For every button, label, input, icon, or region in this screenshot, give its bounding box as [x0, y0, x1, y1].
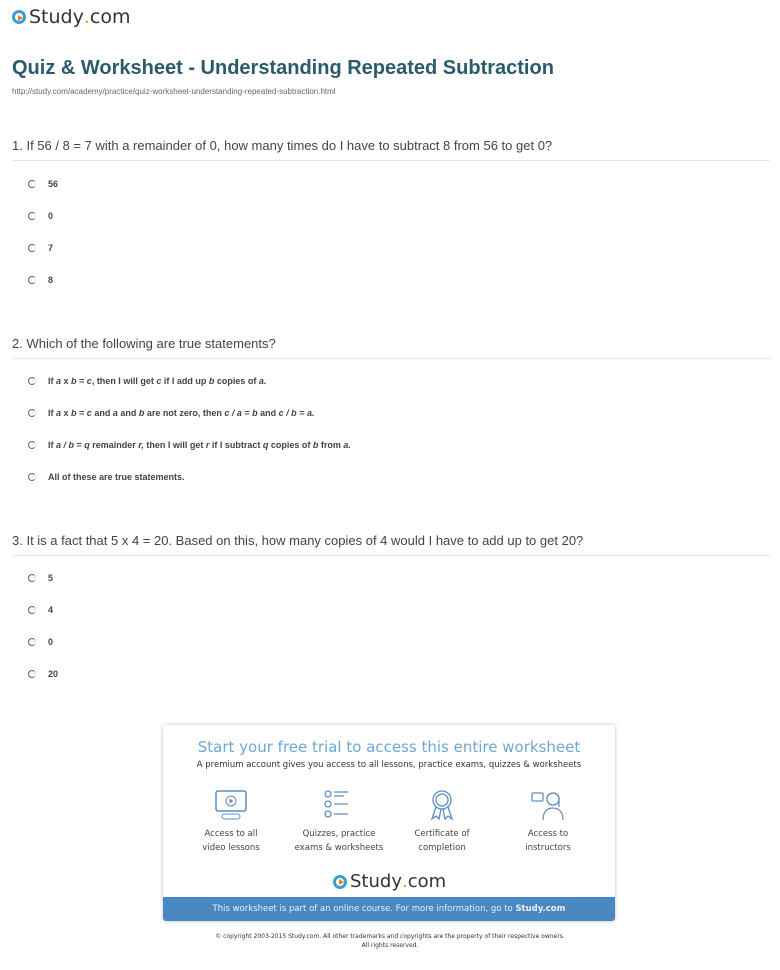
video-lesson-icon — [214, 789, 248, 821]
option-text: 20 — [48, 669, 59, 679]
option-label — [48, 637, 53, 647]
option-text: = — [296, 408, 307, 418]
option-text: q — [84, 440, 90, 450]
logo-dot: . — [401, 871, 408, 892]
option-text: then I will get — [143, 440, 206, 450]
copyright — [0, 932, 780, 950]
answer-option[interactable] — [28, 211, 53, 221]
premium-promo — [163, 725, 615, 921]
option-text: a. — [258, 376, 267, 386]
play-logo-icon — [333, 875, 347, 889]
option-label — [48, 243, 53, 253]
option-text: If — [48, 440, 56, 450]
option-text: 5 — [48, 573, 54, 583]
option-text: c — [156, 376, 162, 386]
option-label — [48, 275, 53, 285]
option-text: copies of — [268, 440, 313, 450]
option-text: b — [71, 376, 77, 386]
question-3 — [12, 533, 770, 556]
feature-label: Access to instructors — [525, 829, 571, 853]
radio-button[interactable] — [28, 377, 36, 385]
feature-video — [176, 789, 286, 855]
option-text: a. — [343, 440, 351, 450]
answer-option[interactable] — [28, 573, 53, 583]
promo-study-logo[interactable] — [333, 871, 446, 892]
feature-label: Certificate of completion — [414, 829, 470, 853]
option-text: r — [205, 440, 210, 450]
answer-option[interactable] — [28, 472, 185, 482]
radio-button[interactable] — [28, 441, 36, 449]
option-text: = — [76, 408, 87, 418]
logo-tld: com — [407, 871, 447, 892]
option-text: c — [86, 408, 92, 418]
option-label — [48, 472, 185, 482]
option-text: 0 — [48, 637, 54, 647]
option-label — [48, 573, 53, 583]
option-text: c — [86, 376, 92, 386]
logo-text: Study — [350, 871, 402, 892]
option-text: copies of — [214, 376, 259, 386]
answer-option[interactable] — [28, 243, 53, 253]
quiz-list-icon — [322, 789, 356, 821]
page-url: http://study.com/academy/practice/quiz-worksheet-understanding-repeated-subtraction.html — [12, 87, 336, 96]
option-label — [48, 605, 53, 615]
option-text: b — [71, 408, 77, 418]
question-1 — [12, 138, 770, 161]
option-label — [48, 211, 53, 221]
option-text: b — [312, 440, 319, 450]
answer-option[interactable] — [28, 275, 53, 285]
answer-option[interactable] — [28, 376, 266, 386]
radio-button[interactable] — [28, 670, 36, 678]
option-text: = — [76, 376, 87, 386]
feature-certificate — [387, 789, 497, 855]
answer-option[interactable] — [28, 408, 314, 418]
option-text: a / b — [56, 440, 75, 450]
promo-subheading: A premium account gives you access to all lessons, practice exams, quizzes & worksheets — [196, 760, 582, 770]
option-label — [48, 376, 266, 386]
radio-button[interactable] — [28, 638, 36, 646]
option-label — [48, 440, 351, 450]
question-2 — [12, 336, 770, 359]
feature-quizzes — [284, 789, 394, 855]
answer-option[interactable] — [28, 179, 58, 189]
option-text: b — [252, 408, 258, 418]
option-text: and — [91, 408, 113, 418]
question-text: 3. It is a fact that 5 x 4 = 20. Based on this, how many copies of 4 would I have to add up to get 20? — [12, 533, 770, 556]
option-text: r, — [138, 440, 144, 450]
answer-option[interactable] — [28, 440, 351, 450]
option-text: b — [208, 376, 215, 386]
option-text: , then I will get — [91, 376, 157, 386]
promo-heading[interactable]: Start your free trial to access this entire worksheet — [197, 738, 581, 756]
option-label — [48, 408, 314, 418]
option-text: b — [138, 408, 145, 418]
option-text: = — [74, 440, 85, 450]
radio-button[interactable] — [28, 409, 36, 417]
question-text: 2. Which of the following are true statements? — [12, 336, 770, 359]
page-title: Quiz & Worksheet - Understanding Repeated Subtraction — [12, 57, 554, 79]
option-text: 56 — [48, 179, 59, 189]
option-text: are not zero, then — [144, 408, 225, 418]
radio-button[interactable] — [28, 180, 36, 188]
copyright-line: © copyright 2003-2015 Study.com. All other trademarks and copyrights are the property of their respective owners. — [215, 933, 565, 940]
radio-button[interactable] — [28, 473, 36, 481]
option-text: if I subtract — [209, 440, 263, 450]
instructor-icon — [531, 789, 565, 821]
radio-button[interactable] — [28, 212, 36, 220]
option-text: c / b — [278, 408, 297, 418]
option-text: if I add up — [161, 376, 209, 386]
feature-instructors — [493, 789, 603, 855]
option-text: 8 — [48, 275, 54, 285]
option-text: q — [262, 440, 269, 450]
logo-text: Study — [29, 6, 84, 28]
option-text: x — [61, 408, 72, 418]
radio-button[interactable] — [28, 244, 36, 252]
option-label — [48, 669, 58, 679]
option-text: and — [117, 408, 139, 418]
option-label — [48, 179, 58, 189]
radio-button[interactable] — [28, 276, 36, 284]
answer-option[interactable] — [28, 637, 53, 647]
option-text: from — [318, 440, 344, 450]
option-text: 7 — [48, 243, 54, 253]
option-text: All of these are true statements. — [48, 472, 185, 482]
logo-tld: com — [89, 6, 131, 28]
option-text: 4 — [48, 605, 54, 615]
option-text: x — [61, 376, 72, 386]
study-logo[interactable] — [12, 6, 131, 28]
radio-button[interactable] — [28, 606, 36, 614]
option-text: remainder — [89, 440, 139, 450]
option-text: c / a — [224, 408, 242, 418]
certificate-icon — [425, 789, 459, 821]
feature-label: Quizzes, practice exams & worksheets — [294, 829, 384, 853]
answer-option[interactable] — [28, 605, 53, 615]
option-text: a — [112, 408, 118, 418]
option-text: = — [241, 408, 253, 418]
play-logo-icon — [12, 10, 26, 24]
feature-label: Access to all video lessons — [202, 829, 260, 853]
option-text: If — [48, 408, 56, 418]
promo-bar-text: This worksheet is part of an online course. For more information, go to — [212, 904, 516, 914]
question-text: 1. If 56 / 8 = 7 with a remainder of 0, how many times do I have to subtract 8 from 56 to get 0? — [12, 138, 770, 161]
option-text: a — [56, 376, 62, 386]
option-text: a. — [306, 408, 315, 418]
option-text: a — [56, 408, 62, 418]
study-link[interactable]: Study.com — [515, 904, 566, 914]
rights-line: All rights reserved. — [361, 942, 419, 949]
option-text: and — [257, 408, 279, 418]
option-text: 0 — [48, 211, 54, 221]
option-text: If — [48, 376, 56, 386]
answer-option[interactable] — [28, 669, 58, 679]
promo-bar — [163, 897, 615, 921]
radio-button[interactable] — [28, 574, 36, 582]
logo-dot: . — [83, 6, 90, 28]
